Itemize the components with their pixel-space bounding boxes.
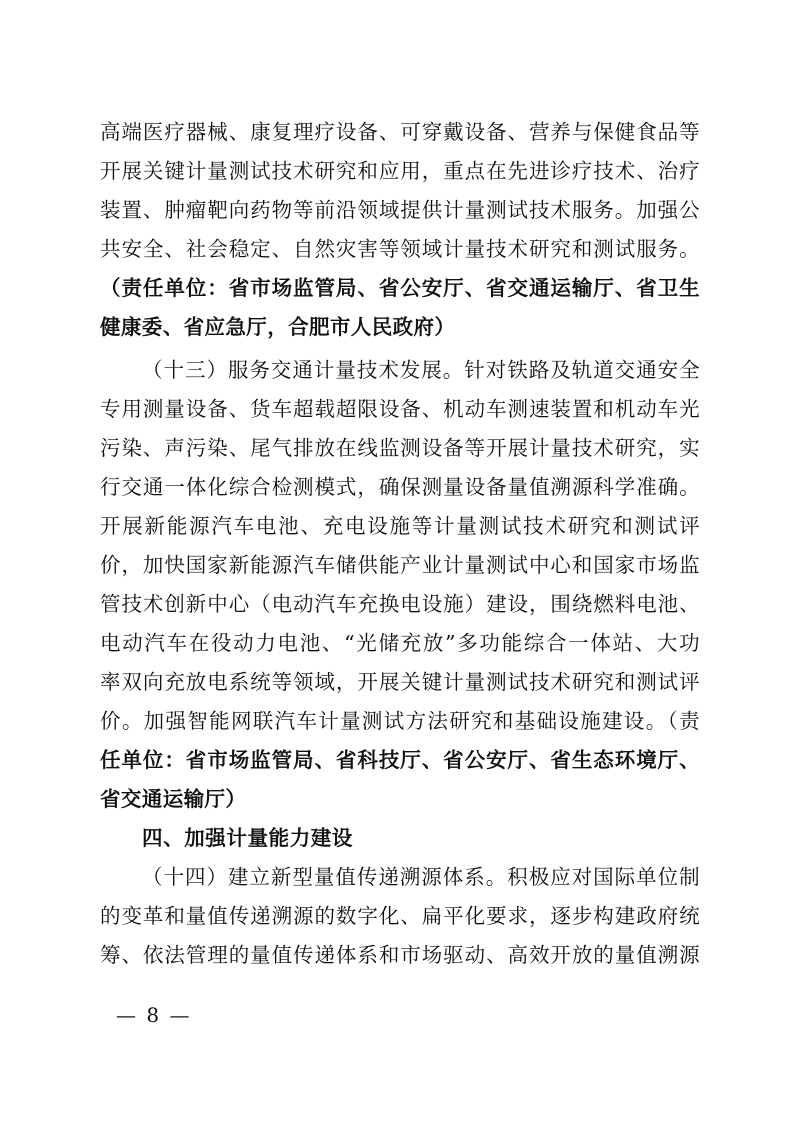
text-line: 健康委、省应急厅，合肥市人民政府） <box>100 315 456 339</box>
section-heading: 四、加强计量能力建设 <box>142 826 353 850</box>
text-line: 管技术创新中心（电动汽车充换电设施）建设，围绕燃料电池、 <box>100 592 700 616</box>
text-line: 专用测量设备、货车超载超限设备、机动车测速装置和机动车光 <box>100 397 700 421</box>
text-line: （十三）服务交通计量技术发展。针对铁路及轨道交通安全 <box>142 358 700 382</box>
text-line: 开展新能源汽车电池、充电设施等计量测试技术研究和测试评 <box>100 514 700 538</box>
text-line: 的变革和量值传递溯源的数字化、扁平化要求，逐步构建政府统 <box>100 904 700 928</box>
text-line: 省交通运输厅） <box>100 787 247 811</box>
text-line: 率双向充放电系统等领域，开展关键计量测试技术研究和测试评 <box>100 670 700 694</box>
text-line: 共安全、社会稳定、自然灾害等领域计量技术研究和测试服务。 <box>100 237 700 261</box>
text-line: 装置、肿瘤靶向药物等前沿领域提供计量测试技术服务。加强公 <box>100 198 700 222</box>
text-line: 污染、声污染、尾气排放在线监测设备等开展计量技术研究，实 <box>100 436 700 460</box>
text-line: 价。加强智能网联汽车计量测试方法研究和基础设施建设。（责 <box>100 709 700 733</box>
text-line: 电动汽车在役动力电池、“光储充放”多功能综合一体站、大功 <box>100 631 700 655</box>
text-line: 行交通一体化综合检测模式，确保测量设备量值溯源科学准确。 <box>100 475 700 499</box>
text-line: 筹、依法管理的量值传递体系和市场驱动、高效开放的量值溯源 <box>100 943 700 967</box>
text-line: 价，加快国家新能源汽车储供能产业计量测试中心和国家市场监 <box>100 553 700 577</box>
text-line: 高端医疗器械、康复理疗设备、可穿戴设备、营养与保健食品等 <box>100 120 700 144</box>
page-number: — 8 — <box>116 1003 192 1027</box>
text-line: 开展关键计量测试技术研究和应用，重点在先进诊疗技术、治疗 <box>100 159 700 183</box>
text-line: 任单位：省市场监管局、省科技厅、省公安厅、省生态环境厅、 <box>100 748 700 772</box>
text-line: （责任单位：省市场监管局、省公安厅、省交通运输厅、省卫生 <box>100 276 700 300</box>
text-line: （十四）建立新型量值传递溯源体系。积极应对国际单位制 <box>142 865 700 889</box>
